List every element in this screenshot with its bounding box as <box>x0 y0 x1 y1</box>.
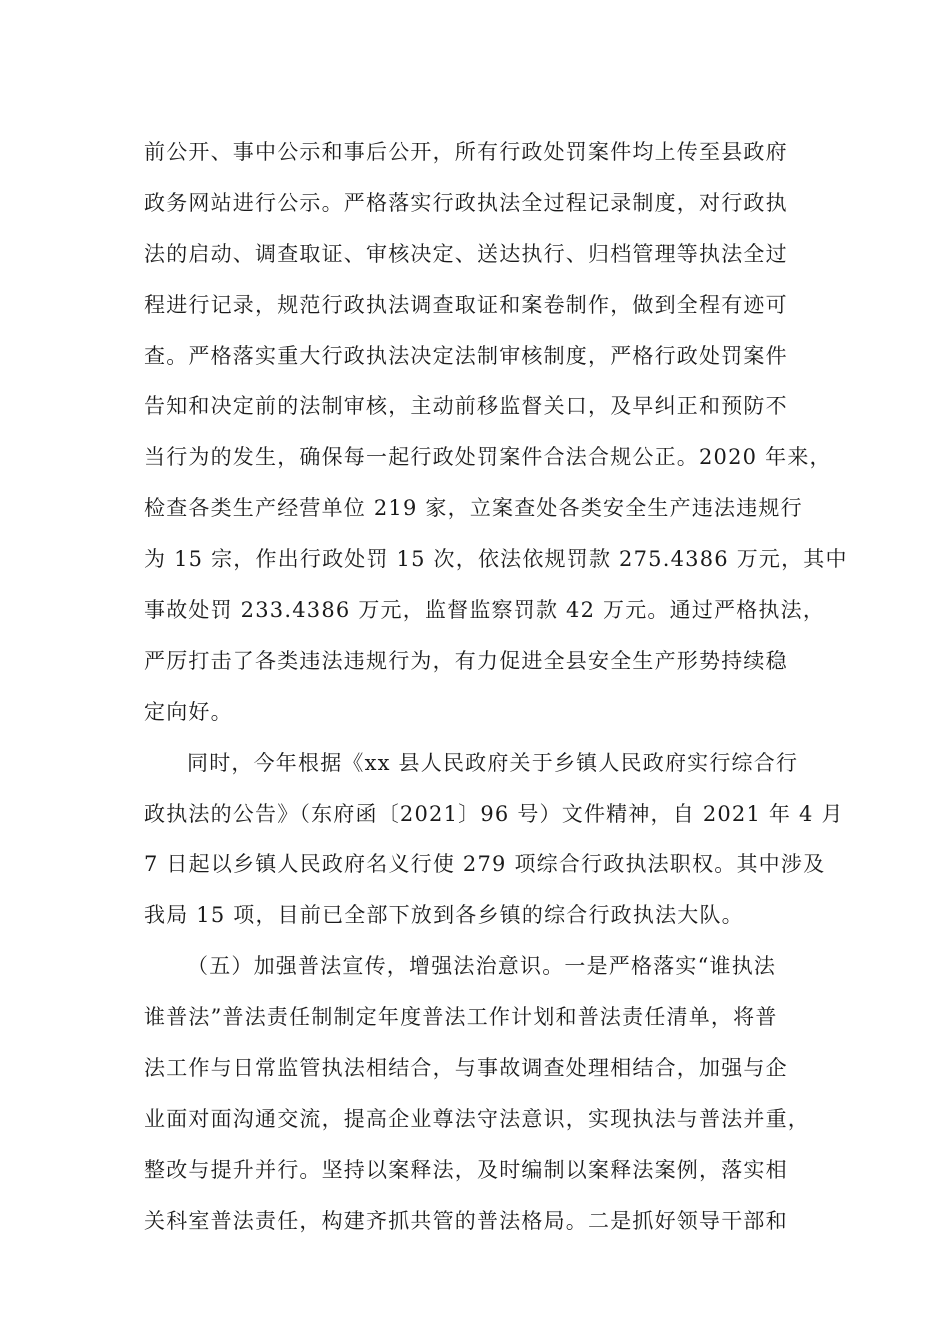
text-line: 政执法的公告》（东府函〔2021〕96 号）文件精神，自 2021 年 4 月 <box>144 801 844 826</box>
paragraph-start-line: 同时，今年根据《xx 县人民政府关于乡镇人民政府实行综合行 <box>187 750 799 775</box>
text-line: 关科室普法责任，构建齐抓共管的普法格局。二是抓好领导干部和 <box>144 1208 788 1233</box>
text-line: 法工作与日常监管执法相结合，与事故调查处理相结合，加强与企 <box>144 1056 788 1081</box>
text-line: 程进行记录，规范行政执法调查取证和案卷制作，做到全程有迹可 <box>144 292 788 317</box>
paragraph-start-line: （五）加强普法宣传，增强法治意识。一是严格落实“谁执法 <box>187 954 777 979</box>
text-line: 前公开、事中公示和事后公开，所有行政处罚案件均上传至县政府 <box>144 140 788 164</box>
text-line: 我局 15 项，目前已全部下放到各乡镇的综合行政执法大队。 <box>144 903 744 928</box>
text-line: 7 日起以乡镇人民政府名义行使 279 项综合行政执法职权。其中涉及 <box>144 852 826 877</box>
text-line: 严厉打击了各类违法违规行为，有力促进全县安全生产形势持续稳 <box>144 648 788 673</box>
text-line: 为 15 宗，作出行政处罚 15 次，依法依规罚款 275.4386 万元，其中 <box>144 547 848 572</box>
text-line: 业面对面沟通交流，提高企业尊法守法意识，实现执法与普法并重， <box>144 1106 810 1131</box>
text-line: 查。严格落实重大行政执法决定法制审核制度，严格行政处罚案件 <box>144 343 788 368</box>
text-line: 定向好。 <box>144 699 233 724</box>
text-line: 政务网站进行公示。严格落实行政执法全过程记录制度，对行政执 <box>144 190 788 215</box>
body-text <box>144 127 848 1247</box>
text-line: 法的启动、调查取证、审核决定、送达执行、归档管理等执法全过 <box>144 241 788 266</box>
text-line: 整改与提升并行。坚持以案释法，及时编制以案释法案例，落实相 <box>144 1157 788 1182</box>
text-line: 当行为的发生，确保每一起行政处罚案件合法合规公正。2020 年来， <box>144 445 832 470</box>
text-line: 告知和决定前的法制审核，主动前移监督关口，及早纠正和预防不 <box>144 394 788 419</box>
text-line: 事故处罚 233.4386 万元，监督监察罚款 42 万元。通过严格执法， <box>144 598 826 623</box>
text-line: 检查各类生产经营单位 219 家，立案查处各类安全生产违法违规行 <box>144 496 803 521</box>
text-line: 谁普法”普法责任制制定年度普法工作计划和普法责任清单，将普 <box>144 1005 778 1030</box>
